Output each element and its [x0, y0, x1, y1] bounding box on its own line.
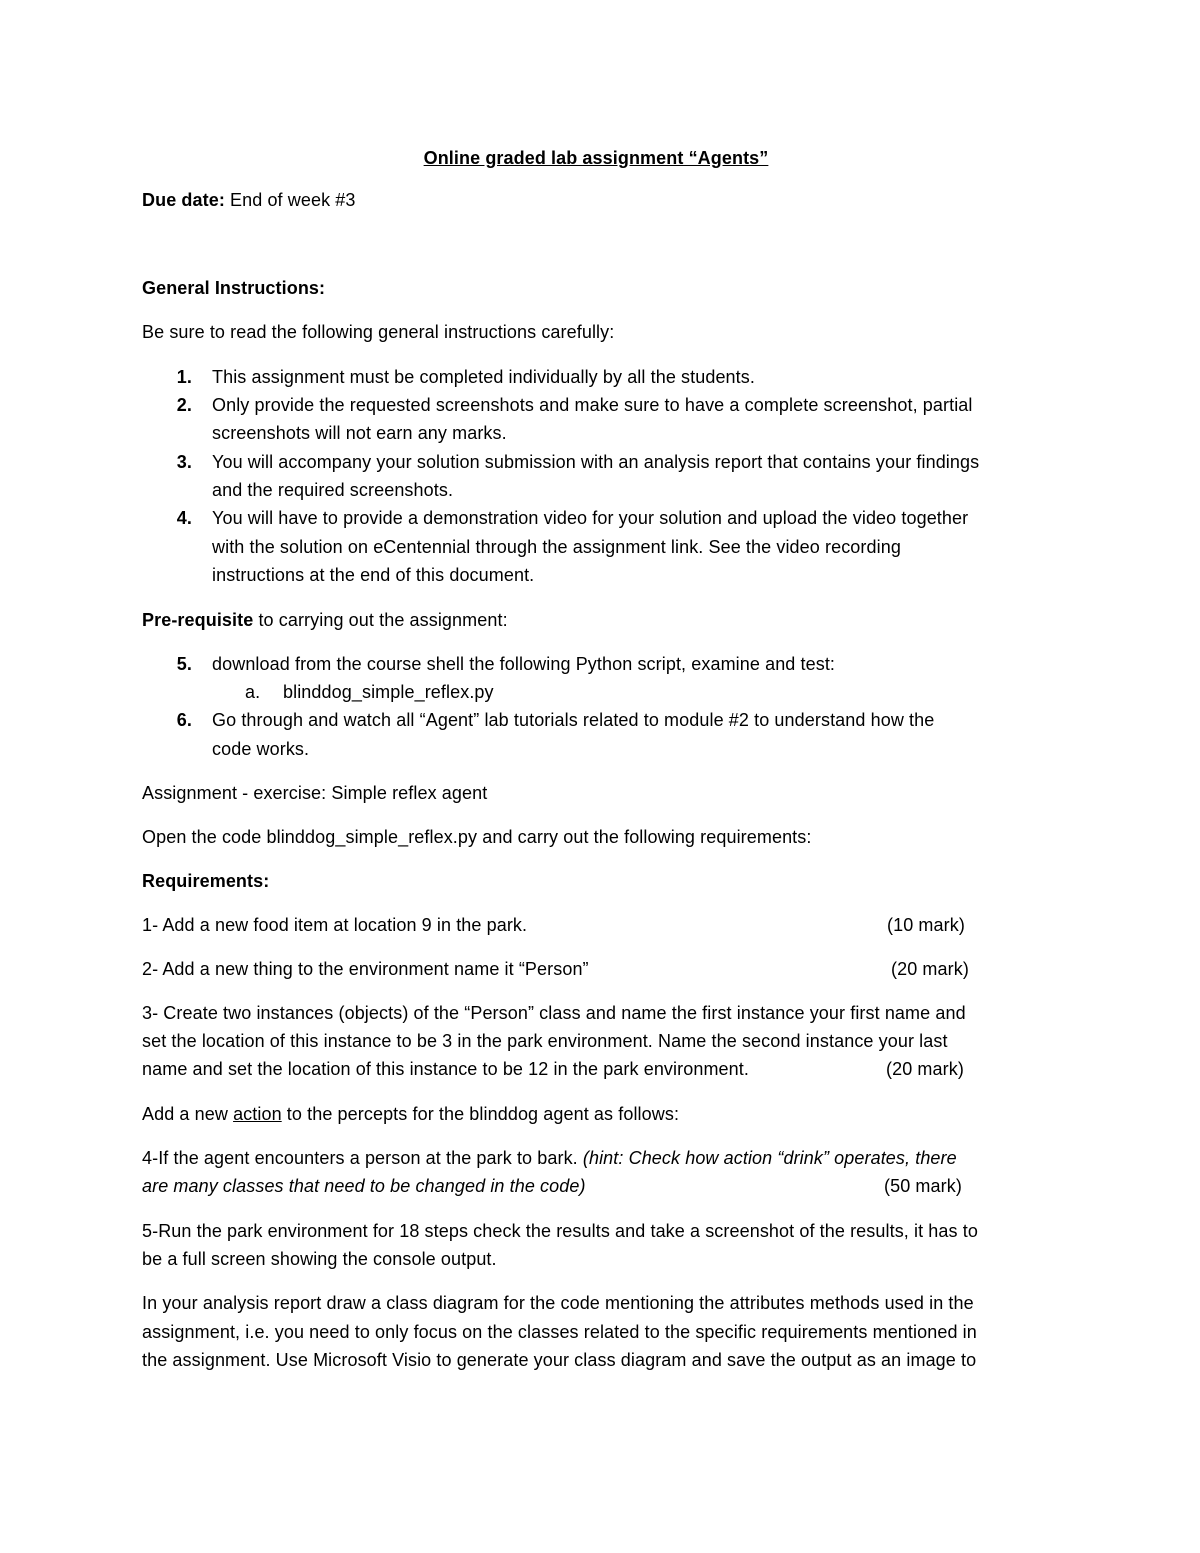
list-item-number: 5. — [176, 654, 192, 674]
requirement-1: 1- Add a new food item at location 9 in the park. — [142, 915, 528, 935]
page-title: Online graded lab assignment “Agents” — [423, 148, 769, 168]
list-item-text: code works. — [212, 739, 310, 759]
requirement-4-text: 4-If the agent encounters a person at the park to bark. — [142, 1148, 583, 1168]
list-item-text: download from the course shell the following Python script, examine and test: — [212, 654, 836, 674]
open-code-line: Open the code blinddog_simple_reflex.py and carry out the following requirements: — [142, 827, 812, 847]
list-item-text: Go through and watch all “Agent” lab tutorials related to module #2 to understand how the — [212, 710, 935, 730]
list-item-number: 6. — [176, 710, 192, 730]
requirement-5-line: be a full screen showing the console output. — [142, 1249, 497, 1269]
requirement-4-line — [142, 1146, 957, 1170]
list-item-number: 4. — [176, 508, 192, 528]
due-date-line — [142, 188, 356, 212]
analysis-line: In your analysis report draw a class diagram for the code mentioning the attributes methods used in the — [142, 1293, 974, 1313]
exercise-line: Assignment - exercise: Simple reflex agent — [142, 783, 488, 803]
requirement-3-mark: (20 mark) — [886, 1059, 964, 1079]
requirement-4-hint: (hint: Check how action “drink” operates, there — [582, 1148, 957, 1168]
list-item-text: You will accompany your solution submission with an analysis report that contains your findings — [212, 452, 980, 472]
requirement-2-mark: (20 mark) — [891, 959, 969, 979]
requirement-3-line: set the location of this instance to be 3 in the park environment. Name the second instance your last — [142, 1031, 948, 1051]
due-date-label: Due date: — [142, 190, 225, 210]
general-instructions-heading: General Instructions: — [142, 278, 326, 298]
list-item-text: screenshots will not earn any marks. — [212, 423, 507, 443]
analysis-line: the assignment. Use Microsoft Visio to generate your class diagram and save the output as an image to — [142, 1350, 977, 1370]
script-filename: blinddog_simple_reflex.py — [283, 682, 494, 702]
list-item-text: instructions at the end of this document. — [212, 565, 535, 585]
action-line-post: to the percepts for the blinddog agent as follows: — [281, 1104, 680, 1124]
list-item-number: 1. — [176, 367, 192, 387]
due-date-value: End of week #3 — [224, 190, 356, 210]
analysis-line: assignment, i.e. you need to only focus on the classes related to the specific requirements mentioned in — [142, 1322, 977, 1342]
prerequisite-label: Pre-requisite — [142, 610, 254, 630]
requirement-4-hint: are many classes that need to be changed in the code) — [142, 1176, 586, 1196]
requirement-1-mark: (10 mark) — [887, 915, 965, 935]
list-item-text: This assignment must be completed individually by all the students. — [212, 367, 755, 387]
list-item-number: 3. — [176, 452, 192, 472]
action-line-pre: Add a new — [142, 1104, 234, 1124]
requirement-3-line: 3- Create two instances (objects) of the “Person” class and name the first instance your first name and — [142, 1003, 966, 1023]
list-item-number: 2. — [176, 395, 192, 415]
requirement-3-line: name and set the location of this instance to be 12 in the park environment. — [142, 1059, 749, 1079]
general-instructions-intro: Be sure to read the following general instructions carefully: — [142, 322, 615, 342]
action-line — [142, 1102, 679, 1126]
requirements-heading: Requirements: — [142, 871, 270, 891]
requirement-4-mark: (50 mark) — [884, 1176, 962, 1196]
sub-item-letter: a. — [245, 682, 261, 702]
requirement-5-line: 5-Run the park environment for 18 steps check the results and take a screenshot of the results, it has to — [142, 1221, 978, 1241]
list-item-text: You will have to provide a demonstration video for your solution and upload the video together — [212, 508, 969, 528]
prerequisite-text: to carrying out the assignment: — [253, 610, 508, 630]
action-word: action — [233, 1104, 282, 1124]
list-item-text: and the required screenshots. — [212, 480, 454, 500]
prerequisite-line — [142, 608, 508, 632]
requirement-2: 2- Add a new thing to the environment name it “Person” — [142, 959, 589, 979]
list-item-text: with the solution on eCentennial through the assignment link. See the video recording — [212, 537, 901, 557]
list-item-text: Only provide the requested screenshots and make sure to have a complete screenshot, partial — [212, 395, 973, 415]
